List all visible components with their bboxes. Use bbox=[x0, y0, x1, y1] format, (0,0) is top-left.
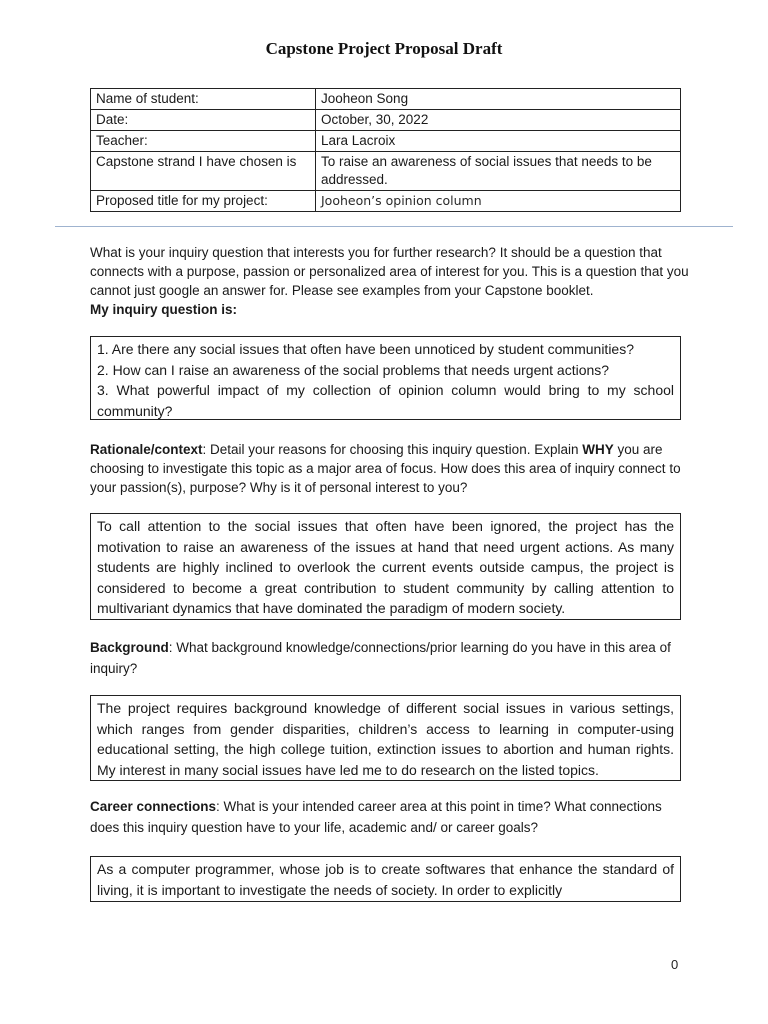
table-row bbox=[91, 89, 681, 110]
background-answer-box bbox=[90, 695, 681, 781]
rationale-prompt-text: : Detail your reasons for choosing this inquiry question. Explain bbox=[202, 442, 583, 457]
inquiry-question-2: 2. How can I raise an awareness of the social problems that needs urgent actions? bbox=[97, 361, 610, 378]
table-row bbox=[91, 110, 681, 131]
career-prompt-text: : What is your intended career area at this point in time? What connections does this inquiry question have to your life, academic and/ or career goals? bbox=[90, 799, 662, 835]
row-value: October, 30, 2022 bbox=[316, 110, 681, 131]
rationale-prompt-text-2: you are choosing to investigate this topic as a major area of focus. How does this area of inquiry connect to your passion(s), purpose? Why is it of personal interest to you? bbox=[90, 442, 681, 495]
rationale-label: Rationale/context bbox=[90, 442, 203, 457]
student-info-table bbox=[90, 88, 681, 212]
table-row bbox=[91, 131, 681, 152]
document-title: Capstone Project Proposal Draft bbox=[265, 39, 503, 58]
row-value: Lara Lacroix bbox=[316, 131, 681, 152]
table-row bbox=[91, 152, 681, 191]
row-label: Teacher: bbox=[91, 131, 316, 152]
row-label: Date: bbox=[91, 110, 316, 131]
career-answer-box bbox=[90, 856, 681, 902]
background-prompt-text: : What background knowledge/connections/prior learning do you have in this area of inquiry? bbox=[90, 640, 671, 676]
rationale-answer-box bbox=[90, 513, 681, 620]
rationale-answer: To call attention to the social issues that often have been ignored, the project has the motivation to raise an awareness of the issues at hand that need urgent actions. As many students are highly inclined to overlook the current events outside campus, the project is considered to become a great contribution to student community by calling attention to multivariant dynamics that have dominated the paradigm of modern society. bbox=[97, 518, 674, 616]
career-answer: As a computer programmer, whose job is to create softwares that enhance the standard of living, it is important to investigate the needs of society. In order to explicitly bbox=[97, 861, 674, 898]
rationale-emphasis: WHY bbox=[582, 442, 614, 457]
inquiry-prompt-text: What is your inquiry question that interests you for further research? It should be a question that connects with a purpose, passion or personalized area of interest for you. This is a question that you cannot just google an answer for. Please see examples from your Capstone booklet. bbox=[90, 245, 689, 298]
section-divider bbox=[55, 226, 733, 227]
row-label: Name of student: bbox=[91, 89, 316, 110]
career-label: Career connections bbox=[90, 799, 217, 814]
row-label: Proposed title for my project: bbox=[91, 191, 316, 212]
table-row bbox=[91, 191, 681, 212]
background-answer: The project requires background knowledge of different social issues in various settings, which ranges from gender disparities, children’s access to learning in computer-using educational setting, the high college tuition, extinction issues to abortion and human rights. My interest in many social issues have led me to do research on the listed topics. bbox=[97, 700, 674, 778]
background-label: Background bbox=[90, 640, 169, 655]
page-number: 0 bbox=[671, 957, 679, 972]
inquiry-answer-box bbox=[90, 336, 681, 420]
row-value: Jooheon’s opinion column bbox=[316, 191, 681, 212]
inquiry-question-1: 1. Are there any social issues that often have been unnoticed by student communities? bbox=[97, 341, 634, 357]
inquiry-prompt bbox=[90, 243, 690, 319]
rationale-prompt bbox=[90, 440, 690, 497]
row-value: Jooheon Song bbox=[316, 89, 681, 110]
background-prompt bbox=[90, 637, 690, 679]
row-label: Capstone strand I have chosen is bbox=[91, 152, 316, 191]
row-value: To raise an awareness of social issues that needs to be addressed. bbox=[316, 152, 681, 191]
career-prompt bbox=[90, 796, 690, 838]
inquiry-heading: My inquiry question is: bbox=[90, 302, 238, 317]
inquiry-question-3: 3. What powerful impact of my collection of opinion column would bring to my school community? bbox=[97, 382, 674, 419]
